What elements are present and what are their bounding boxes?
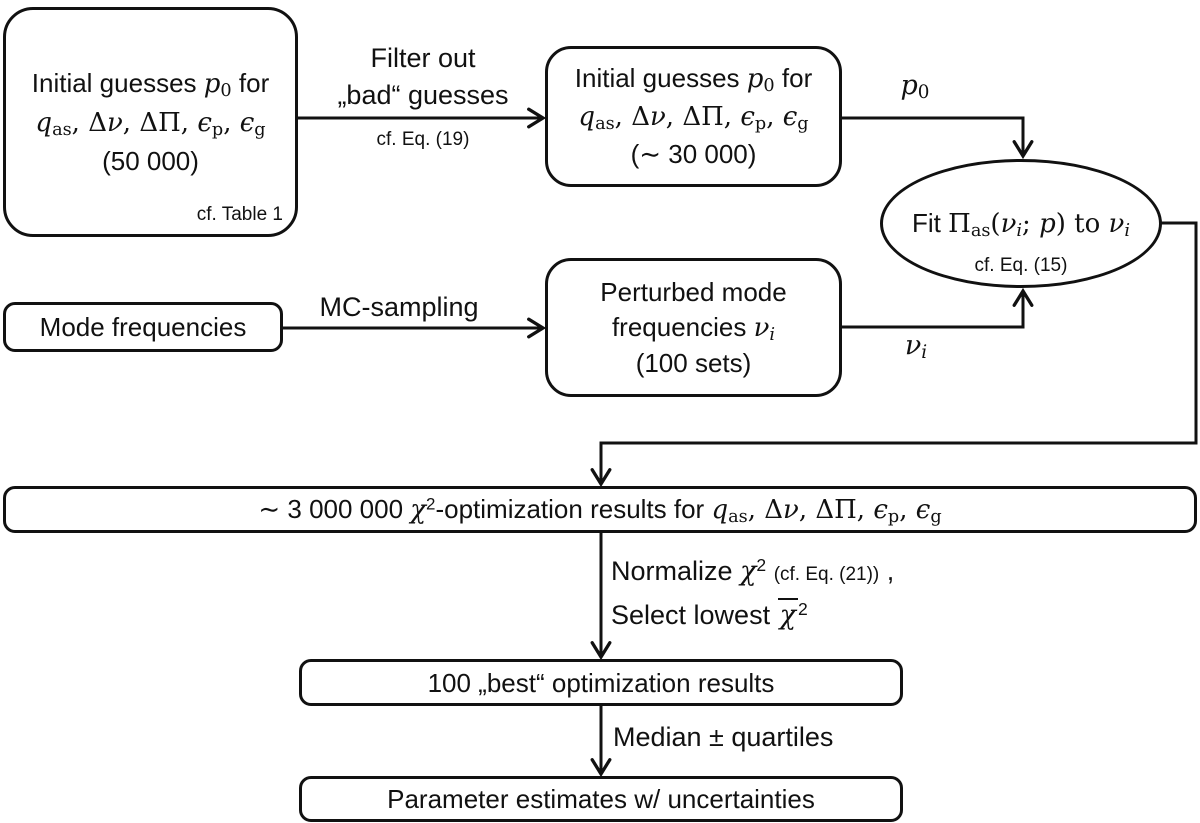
node-initial-guesses-50k: [3, 7, 298, 237]
node-best-results: [299, 659, 903, 706]
node-parameter-estimates: [299, 776, 903, 822]
node-text-line: Initial guesses $p_0$ for: [574, 63, 813, 96]
edge-label-filter: [293, 40, 553, 114]
node-text-line: Fit $\Pi_{as}(\nu_i$; p) to $\nu_i$: [912, 208, 1130, 241]
edge-label-line: Filter out: [370, 43, 476, 73]
node-text-line: Mode frequencies: [39, 312, 247, 342]
node-fit-ellipse: [880, 159, 1162, 288]
node-text-line: Parameter estimates w/ uncertainties: [387, 784, 815, 814]
node-text-line: (50 000): [102, 146, 199, 176]
edge-label-nu-i: $\nu_i$: [904, 330, 928, 364]
edge-label-mc-sampling: MC-sampling: [319, 292, 479, 322]
node-optimization-results: [3, 486, 1197, 533]
node-text-line: ∼ 3 000 000 $\chi^2$-optimization results for $q_{as}$, Δν, ΔΠ, $\epsilon_p$, $\epsilon_g$: [258, 494, 942, 527]
edge-p0-arrow: [840, 118, 1023, 156]
node-text-line: 100 „best“ optimization results: [427, 667, 775, 698]
edge-label-normalize: [611, 551, 951, 636]
node-text-line: $q_{as}$, Δν, ΔΠ, $\epsilon_p$, $\epsilon_g$: [578, 102, 809, 134]
edge-label-p0: $p_0$: [900, 70, 930, 104]
edge-label-median-quartiles: Median ± quartiles: [613, 722, 834, 752]
node-text-line: Initial guesses $p_0$ for: [31, 68, 270, 101]
edge-label-line: Normalize $\chi^2$ (cf. Eq. (21)) ,: [611, 555, 895, 587]
node-text-line: (100 sets): [635, 347, 752, 378]
table-reference-note: cf. Table 1: [196, 204, 283, 225]
equation-reference-note: cf. Eq. (19): [376, 129, 470, 150]
node-text-line: frequencies $\nu_i$: [611, 311, 776, 345]
equation-reference-note: cf. Eq. (15): [974, 255, 1068, 276]
node-perturbed-frequencies: [545, 258, 842, 397]
edge-nu-i-arrow: [840, 291, 1023, 327]
node-mode-frequencies: [3, 302, 283, 352]
node-text-line: (∼ 30 000): [630, 139, 757, 169]
edge-label-line: Select lowest χ $^2$: [611, 599, 808, 631]
edge-label-line: „bad“ guesses: [337, 80, 509, 110]
node-text-line: $q_{as}$, Δν, ΔΠ, $\epsilon_p$, $\epsilon_g$: [35, 108, 266, 140]
node-text-line: Perturbed mode: [600, 276, 787, 307]
node-initial-guesses-30k: [545, 46, 842, 187]
